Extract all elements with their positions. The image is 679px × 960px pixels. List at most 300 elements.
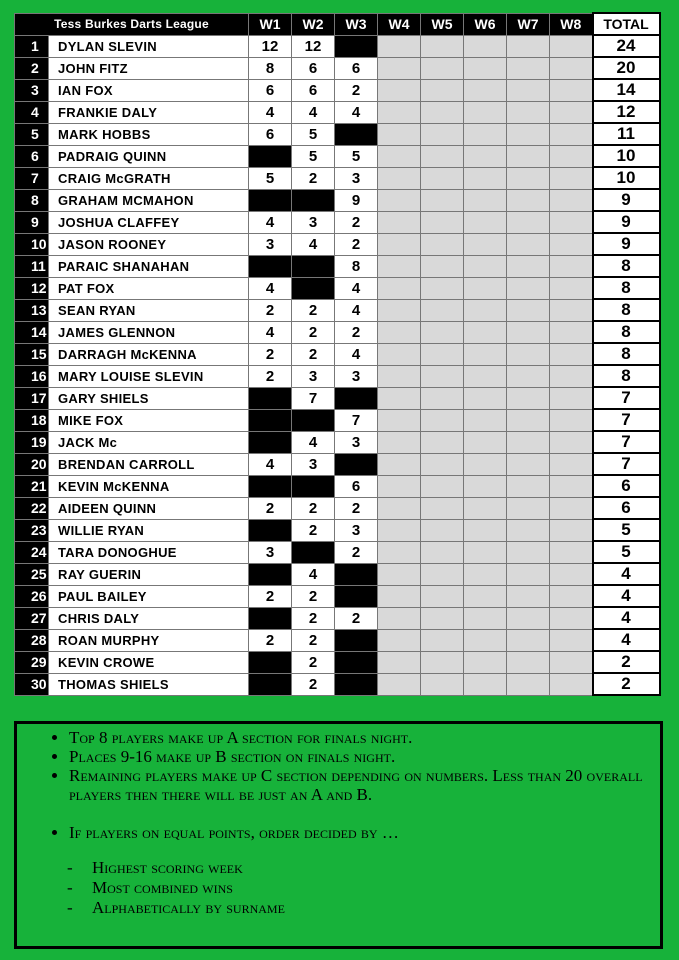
rank-cell: 3 bbox=[15, 79, 49, 101]
score-cell: 2 bbox=[292, 585, 335, 607]
score-cell: 2 bbox=[292, 321, 335, 343]
score-cell: 8 bbox=[335, 255, 378, 277]
score-cell: 2 bbox=[292, 629, 335, 651]
score-cell: 3 bbox=[249, 541, 292, 563]
no-score-cell bbox=[249, 475, 292, 497]
unplayed-week-cell bbox=[550, 299, 593, 321]
player-name: JACK Mc bbox=[49, 431, 249, 453]
unplayed-week-cell bbox=[421, 673, 464, 695]
unplayed-week-cell bbox=[507, 585, 550, 607]
no-score-cell bbox=[249, 519, 292, 541]
rank-cell: 28 bbox=[15, 629, 49, 651]
rank-cell: 18 bbox=[15, 409, 49, 431]
total-cell: 10 bbox=[593, 145, 660, 167]
unplayed-week-cell bbox=[421, 299, 464, 321]
score-cell: 2 bbox=[292, 167, 335, 189]
unplayed-week-cell bbox=[507, 453, 550, 475]
score-cell: 12 bbox=[249, 35, 292, 57]
unplayed-week-cell bbox=[421, 321, 464, 343]
unplayed-week-cell bbox=[421, 35, 464, 57]
score-cell: 2 bbox=[335, 607, 378, 629]
unplayed-week-cell bbox=[550, 167, 593, 189]
unplayed-week-cell bbox=[378, 35, 421, 57]
total-cell: 8 bbox=[593, 321, 660, 343]
unplayed-week-cell bbox=[464, 35, 507, 57]
unplayed-week-cell bbox=[421, 101, 464, 123]
table-row bbox=[15, 233, 660, 255]
score-cell: 12 bbox=[292, 35, 335, 57]
rank-cell: 17 bbox=[15, 387, 49, 409]
tiebreaker-text: Most combined wins bbox=[92, 878, 233, 897]
table-row bbox=[15, 541, 660, 563]
unplayed-week-cell bbox=[464, 673, 507, 695]
unplayed-week-cell bbox=[507, 607, 550, 629]
score-cell: 3 bbox=[335, 519, 378, 541]
week-header: W2 bbox=[292, 13, 335, 35]
unplayed-week-cell bbox=[378, 79, 421, 101]
unplayed-week-cell bbox=[464, 343, 507, 365]
unplayed-week-cell bbox=[421, 629, 464, 651]
no-score-cell bbox=[335, 123, 378, 145]
dash-marker: - bbox=[67, 858, 73, 877]
no-score-cell bbox=[249, 607, 292, 629]
unplayed-week-cell bbox=[507, 57, 550, 79]
unplayed-week-cell bbox=[378, 101, 421, 123]
unplayed-week-cell bbox=[550, 563, 593, 585]
unplayed-week-cell bbox=[507, 343, 550, 365]
player-name: JAMES GLENNON bbox=[49, 321, 249, 343]
rank-cell: 15 bbox=[15, 343, 49, 365]
unplayed-week-cell bbox=[464, 497, 507, 519]
player-name: DARRAGH McKENNA bbox=[49, 343, 249, 365]
dash-marker: - bbox=[67, 898, 73, 917]
no-score-cell bbox=[249, 387, 292, 409]
unplayed-week-cell bbox=[421, 497, 464, 519]
unplayed-week-cell bbox=[550, 629, 593, 651]
unplayed-week-cell bbox=[550, 541, 593, 563]
unplayed-week-cell bbox=[464, 475, 507, 497]
unplayed-week-cell bbox=[507, 563, 550, 585]
no-score-cell bbox=[292, 541, 335, 563]
table-row bbox=[15, 453, 660, 475]
unplayed-week-cell bbox=[550, 123, 593, 145]
unplayed-week-cell bbox=[464, 277, 507, 299]
unplayed-week-cell bbox=[507, 431, 550, 453]
unplayed-week-cell bbox=[550, 607, 593, 629]
rule-item: • Remaining players make up C section depending on numbers. Less than 20 overall players then there will be just an A and B. bbox=[69, 766, 650, 804]
unplayed-week-cell bbox=[378, 585, 421, 607]
score-cell: 2 bbox=[335, 233, 378, 255]
no-score-cell bbox=[249, 673, 292, 695]
table-row bbox=[15, 167, 660, 189]
unplayed-week-cell bbox=[421, 233, 464, 255]
total-cell: 4 bbox=[593, 563, 660, 585]
unplayed-week-cell bbox=[464, 387, 507, 409]
table-row bbox=[15, 35, 660, 57]
unplayed-week-cell bbox=[550, 387, 593, 409]
unplayed-week-cell bbox=[507, 255, 550, 277]
player-name: PARAIC SHANAHAN bbox=[49, 255, 249, 277]
no-score-cell bbox=[292, 475, 335, 497]
rank-cell: 11 bbox=[15, 255, 49, 277]
unplayed-week-cell bbox=[421, 343, 464, 365]
week-header: W6 bbox=[464, 13, 507, 35]
unplayed-week-cell bbox=[507, 35, 550, 57]
score-cell: 5 bbox=[292, 123, 335, 145]
score-cell: 2 bbox=[335, 497, 378, 519]
table-header-row bbox=[15, 13, 660, 35]
score-cell: 2 bbox=[292, 343, 335, 365]
unplayed-week-cell bbox=[550, 673, 593, 695]
no-score-cell bbox=[249, 255, 292, 277]
score-cell: 3 bbox=[292, 211, 335, 233]
total-cell: 4 bbox=[593, 585, 660, 607]
rank-cell: 2 bbox=[15, 57, 49, 79]
no-score-cell bbox=[335, 629, 378, 651]
unplayed-week-cell bbox=[464, 585, 507, 607]
table-row bbox=[15, 585, 660, 607]
score-cell: 4 bbox=[335, 101, 378, 123]
unplayed-week-cell bbox=[421, 189, 464, 211]
rule-item: • Top 8 players make up A section for finals night. bbox=[69, 728, 650, 747]
table-row bbox=[15, 497, 660, 519]
score-cell: 3 bbox=[335, 365, 378, 387]
score-cell: 2 bbox=[292, 607, 335, 629]
league-table bbox=[14, 12, 661, 696]
unplayed-week-cell bbox=[378, 365, 421, 387]
score-cell: 2 bbox=[249, 365, 292, 387]
player-name: GARY SHIELS bbox=[49, 387, 249, 409]
score-cell: 5 bbox=[249, 167, 292, 189]
score-cell: 6 bbox=[249, 123, 292, 145]
rank-cell: 10 bbox=[15, 233, 49, 255]
no-score-cell bbox=[249, 431, 292, 453]
rules-list bbox=[17, 728, 650, 842]
unplayed-week-cell bbox=[550, 211, 593, 233]
unplayed-week-cell bbox=[378, 673, 421, 695]
unplayed-week-cell bbox=[421, 431, 464, 453]
player-name: CHRIS DALY bbox=[49, 607, 249, 629]
unplayed-week-cell bbox=[507, 519, 550, 541]
unplayed-week-cell bbox=[550, 409, 593, 431]
unplayed-week-cell bbox=[507, 167, 550, 189]
unplayed-week-cell bbox=[421, 585, 464, 607]
score-cell: 3 bbox=[292, 365, 335, 387]
total-cell: 14 bbox=[593, 79, 660, 101]
unplayed-week-cell bbox=[464, 629, 507, 651]
table-row bbox=[15, 189, 660, 211]
unplayed-week-cell bbox=[464, 365, 507, 387]
no-score-cell bbox=[249, 189, 292, 211]
score-cell: 3 bbox=[249, 233, 292, 255]
no-score-cell bbox=[292, 409, 335, 431]
rank-cell: 1 bbox=[15, 35, 49, 57]
rank-cell: 24 bbox=[15, 541, 49, 563]
player-name: RAY GUERIN bbox=[49, 563, 249, 585]
no-score-cell bbox=[249, 651, 292, 673]
rank-cell: 9 bbox=[15, 211, 49, 233]
player-name: PAT FOX bbox=[49, 277, 249, 299]
unplayed-week-cell bbox=[378, 409, 421, 431]
total-cell: 7 bbox=[593, 409, 660, 431]
player-name: AIDEEN QUINN bbox=[49, 497, 249, 519]
rank-cell: 5 bbox=[15, 123, 49, 145]
player-name: MIKE FOX bbox=[49, 409, 249, 431]
table-row bbox=[15, 79, 660, 101]
total-cell: 2 bbox=[593, 651, 660, 673]
unplayed-week-cell bbox=[507, 101, 550, 123]
unplayed-week-cell bbox=[421, 167, 464, 189]
unplayed-week-cell bbox=[507, 497, 550, 519]
total-cell: 4 bbox=[593, 607, 660, 629]
tiebreaker-list bbox=[17, 858, 650, 918]
player-name: MARY LOUISE SLEVIN bbox=[49, 365, 249, 387]
score-cell: 3 bbox=[335, 431, 378, 453]
total-cell: 9 bbox=[593, 233, 660, 255]
total-cell: 8 bbox=[593, 365, 660, 387]
table-row bbox=[15, 211, 660, 233]
no-score-cell bbox=[292, 189, 335, 211]
standings-body bbox=[15, 35, 660, 695]
score-cell: 4 bbox=[249, 101, 292, 123]
table-row bbox=[15, 277, 660, 299]
unplayed-week-cell bbox=[378, 629, 421, 651]
week-header: W1 bbox=[249, 13, 292, 35]
unplayed-week-cell bbox=[421, 211, 464, 233]
unplayed-week-cell bbox=[464, 57, 507, 79]
total-cell: 8 bbox=[593, 299, 660, 321]
player-name: WILLIE RYAN bbox=[49, 519, 249, 541]
rank-cell: 12 bbox=[15, 277, 49, 299]
unplayed-week-cell bbox=[464, 211, 507, 233]
score-cell: 2 bbox=[249, 299, 292, 321]
unplayed-week-cell bbox=[507, 79, 550, 101]
total-cell: 20 bbox=[593, 57, 660, 79]
unplayed-week-cell bbox=[550, 145, 593, 167]
table-row bbox=[15, 563, 660, 585]
player-name: JOHN FITZ bbox=[49, 57, 249, 79]
unplayed-week-cell bbox=[507, 233, 550, 255]
player-name: GRAHAM MCMAHON bbox=[49, 189, 249, 211]
score-cell: 2 bbox=[292, 299, 335, 321]
unplayed-week-cell bbox=[378, 453, 421, 475]
table-row bbox=[15, 101, 660, 123]
player-name: FRANKIE DALY bbox=[49, 101, 249, 123]
unplayed-week-cell bbox=[507, 321, 550, 343]
unplayed-week-cell bbox=[378, 277, 421, 299]
rank-cell: 29 bbox=[15, 651, 49, 673]
score-cell: 2 bbox=[292, 519, 335, 541]
unplayed-week-cell bbox=[464, 651, 507, 673]
unplayed-week-cell bbox=[378, 233, 421, 255]
week-header: W7 bbox=[507, 13, 550, 35]
score-cell: 5 bbox=[292, 145, 335, 167]
table-row bbox=[15, 255, 660, 277]
score-cell: 2 bbox=[335, 79, 378, 101]
no-score-cell bbox=[335, 35, 378, 57]
no-score-cell bbox=[335, 585, 378, 607]
unplayed-week-cell bbox=[421, 607, 464, 629]
unplayed-week-cell bbox=[507, 189, 550, 211]
unplayed-week-cell bbox=[464, 145, 507, 167]
rank-cell: 16 bbox=[15, 365, 49, 387]
unplayed-week-cell bbox=[550, 453, 593, 475]
unplayed-week-cell bbox=[378, 167, 421, 189]
player-name: PADRAIG QUINN bbox=[49, 145, 249, 167]
score-cell: 4 bbox=[335, 299, 378, 321]
score-cell: 2 bbox=[249, 497, 292, 519]
unplayed-week-cell bbox=[507, 277, 550, 299]
score-cell: 7 bbox=[292, 387, 335, 409]
unplayed-week-cell bbox=[507, 387, 550, 409]
no-score-cell bbox=[249, 145, 292, 167]
table-row bbox=[15, 409, 660, 431]
unplayed-week-cell bbox=[550, 519, 593, 541]
score-cell: 3 bbox=[335, 167, 378, 189]
rank-cell: 13 bbox=[15, 299, 49, 321]
player-name: SEAN RYAN bbox=[49, 299, 249, 321]
score-cell: 4 bbox=[292, 101, 335, 123]
week-header: W3 bbox=[335, 13, 378, 35]
player-name: JOSHUA CLAFFEY bbox=[49, 211, 249, 233]
unplayed-week-cell bbox=[464, 431, 507, 453]
total-cell: 12 bbox=[593, 101, 660, 123]
unplayed-week-cell bbox=[550, 79, 593, 101]
rank-cell: 4 bbox=[15, 101, 49, 123]
score-cell: 2 bbox=[335, 321, 378, 343]
unplayed-week-cell bbox=[378, 475, 421, 497]
unplayed-week-cell bbox=[378, 651, 421, 673]
unplayed-week-cell bbox=[378, 189, 421, 211]
table-row bbox=[15, 365, 660, 387]
score-cell: 4 bbox=[292, 563, 335, 585]
player-name: BRENDAN CARROLL bbox=[49, 453, 249, 475]
score-cell: 5 bbox=[335, 145, 378, 167]
table-row bbox=[15, 321, 660, 343]
unplayed-week-cell bbox=[378, 387, 421, 409]
rule-item: • Places 9-16 make up B section on finals night. bbox=[69, 747, 650, 766]
unplayed-week-cell bbox=[464, 189, 507, 211]
rank-cell: 21 bbox=[15, 475, 49, 497]
no-score-cell bbox=[335, 453, 378, 475]
unplayed-week-cell bbox=[507, 211, 550, 233]
table-row bbox=[15, 343, 660, 365]
unplayed-week-cell bbox=[421, 519, 464, 541]
unplayed-week-cell bbox=[550, 233, 593, 255]
unplayed-week-cell bbox=[464, 519, 507, 541]
unplayed-week-cell bbox=[507, 541, 550, 563]
total-header: TOTAL bbox=[593, 13, 660, 35]
score-cell: 6 bbox=[249, 79, 292, 101]
score-cell: 4 bbox=[249, 211, 292, 233]
unplayed-week-cell bbox=[378, 541, 421, 563]
total-cell: 7 bbox=[593, 431, 660, 453]
total-cell: 6 bbox=[593, 497, 660, 519]
unplayed-week-cell bbox=[550, 35, 593, 57]
table-row bbox=[15, 57, 660, 79]
unplayed-week-cell bbox=[550, 475, 593, 497]
unplayed-week-cell bbox=[464, 233, 507, 255]
score-cell: 6 bbox=[335, 57, 378, 79]
score-cell: 8 bbox=[249, 57, 292, 79]
score-cell: 4 bbox=[335, 277, 378, 299]
unplayed-week-cell bbox=[421, 453, 464, 475]
score-cell: 2 bbox=[292, 497, 335, 519]
unplayed-week-cell bbox=[421, 277, 464, 299]
unplayed-week-cell bbox=[550, 497, 593, 519]
player-name: CRAIG McGRATH bbox=[49, 167, 249, 189]
total-cell: 8 bbox=[593, 343, 660, 365]
total-cell: 5 bbox=[593, 519, 660, 541]
unplayed-week-cell bbox=[507, 629, 550, 651]
score-cell: 4 bbox=[292, 233, 335, 255]
unplayed-week-cell bbox=[464, 607, 507, 629]
total-cell: 10 bbox=[593, 167, 660, 189]
unplayed-week-cell bbox=[421, 541, 464, 563]
score-cell: 4 bbox=[292, 431, 335, 453]
week-header: W8 bbox=[550, 13, 593, 35]
tiebreaker-item bbox=[17, 898, 650, 918]
total-cell: 2 bbox=[593, 673, 660, 695]
unplayed-week-cell bbox=[378, 123, 421, 145]
unplayed-week-cell bbox=[464, 321, 507, 343]
unplayed-week-cell bbox=[550, 365, 593, 387]
no-score-cell bbox=[335, 651, 378, 673]
unplayed-week-cell bbox=[421, 563, 464, 585]
unplayed-week-cell bbox=[421, 651, 464, 673]
no-score-cell bbox=[249, 563, 292, 585]
total-cell: 24 bbox=[593, 35, 660, 57]
total-cell: 7 bbox=[593, 453, 660, 475]
table-row bbox=[15, 475, 660, 497]
unplayed-week-cell bbox=[550, 651, 593, 673]
score-cell: 2 bbox=[292, 673, 335, 695]
no-score-cell bbox=[292, 255, 335, 277]
player-name: PAUL BAILEY bbox=[49, 585, 249, 607]
player-name: ROAN MURPHY bbox=[49, 629, 249, 651]
total-cell: 11 bbox=[593, 123, 660, 145]
unplayed-week-cell bbox=[507, 651, 550, 673]
unplayed-week-cell bbox=[550, 101, 593, 123]
unplayed-week-cell bbox=[378, 211, 421, 233]
unplayed-week-cell bbox=[550, 255, 593, 277]
no-score-cell bbox=[335, 563, 378, 585]
rank-cell: 6 bbox=[15, 145, 49, 167]
total-cell: 8 bbox=[593, 277, 660, 299]
total-cell: 9 bbox=[593, 189, 660, 211]
player-name: IAN FOX bbox=[49, 79, 249, 101]
score-cell: 2 bbox=[249, 343, 292, 365]
player-name: KEVIN CROWE bbox=[49, 651, 249, 673]
unplayed-week-cell bbox=[507, 299, 550, 321]
unplayed-week-cell bbox=[507, 365, 550, 387]
score-cell: 2 bbox=[292, 651, 335, 673]
total-cell: 7 bbox=[593, 387, 660, 409]
player-name: JASON ROONEY bbox=[49, 233, 249, 255]
unplayed-week-cell bbox=[378, 255, 421, 277]
no-score-cell bbox=[335, 387, 378, 409]
table-row bbox=[15, 299, 660, 321]
table-row bbox=[15, 123, 660, 145]
player-name: MARK HOBBS bbox=[49, 123, 249, 145]
no-score-cell bbox=[249, 409, 292, 431]
tiebreaker-text: Alphabetically by surname bbox=[92, 898, 285, 917]
total-cell: 9 bbox=[593, 211, 660, 233]
unplayed-week-cell bbox=[507, 673, 550, 695]
unplayed-week-cell bbox=[464, 541, 507, 563]
table-row bbox=[15, 607, 660, 629]
unplayed-week-cell bbox=[421, 255, 464, 277]
